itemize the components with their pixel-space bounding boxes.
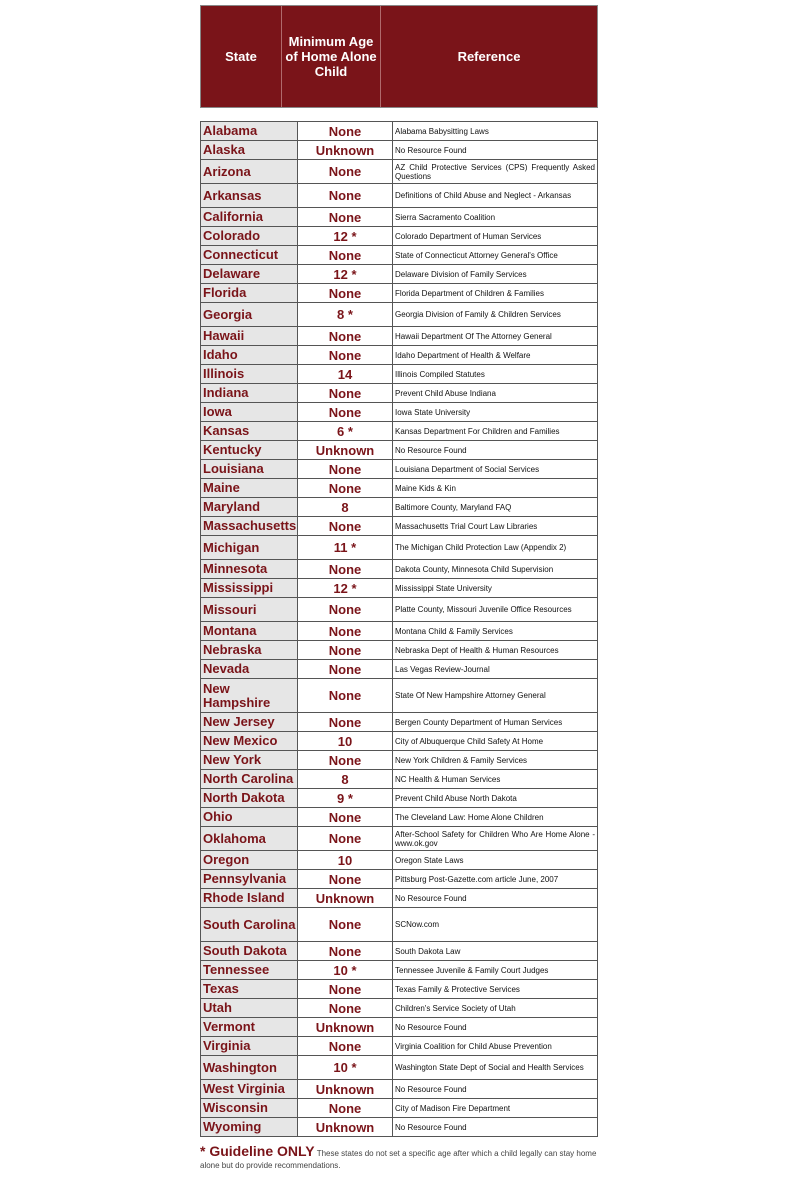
state-cell: South Carolina: [201, 908, 298, 941]
table-row: [200, 961, 598, 980]
table-row: [200, 365, 598, 384]
age-cell: 11 *: [298, 536, 393, 559]
age-cell: None: [298, 980, 393, 998]
reference-cell[interactable]: No Resource Found: [395, 445, 467, 455]
state-cell: Vermont: [201, 1018, 298, 1036]
age-cell: 10 *: [298, 1056, 393, 1079]
table-row: [200, 679, 598, 713]
age-cell: Unknown: [298, 441, 393, 459]
state-cell: Connecticut: [201, 246, 298, 264]
state-cell: Texas: [201, 980, 298, 998]
age-cell: None: [298, 403, 393, 421]
reference-cell[interactable]: Florida Department of Children & Families: [395, 288, 544, 298]
table-row: [200, 751, 598, 770]
state-cell: Kansas: [201, 422, 298, 440]
state-cell: Oregon: [201, 851, 298, 869]
reference-cell[interactable]: Colorado Department of Human Services: [395, 231, 542, 241]
table-row: [200, 641, 598, 660]
header-state: State: [225, 49, 257, 64]
table-row: [200, 789, 598, 808]
state-cell: Colorado: [201, 227, 298, 245]
reference-cell[interactable]: Massachusetts Trial Court Law Libraries: [395, 521, 538, 531]
state-cell: Tennessee: [201, 961, 298, 979]
reference-cell[interactable]: Georgia Division of Family & Children Services: [395, 310, 561, 319]
reference-cell[interactable]: Nebraska Dept of Health & Human Resources: [395, 645, 559, 655]
table-row: [200, 265, 598, 284]
age-cell: None: [298, 908, 393, 941]
state-cell: Massachusetts: [203, 518, 297, 533]
reference-cell[interactable]: AZ Child Protective Services (CPS) Frequently Asked Questions: [395, 162, 595, 181]
table-header: [200, 5, 598, 108]
table-row: [200, 1037, 598, 1056]
reference-cell[interactable]: No Resource Found: [395, 1022, 467, 1032]
table-row: [200, 999, 598, 1018]
table-row: [200, 227, 598, 246]
state-cell: Louisiana: [201, 460, 298, 478]
reference-cell[interactable]: Pittsburg Post-Gazette.com article June, 2007: [395, 874, 559, 884]
reference-cell[interactable]: No Resource Found: [395, 145, 467, 155]
age-cell: None: [298, 384, 393, 402]
state-cell: Indiana: [201, 384, 298, 402]
reference-cell[interactable]: SCNow.com: [395, 920, 440, 929]
age-cell: None: [298, 517, 393, 535]
reference-cell[interactable]: Tennessee Juvenile & Family Court Judges: [395, 965, 549, 975]
reference-cell[interactable]: Dakota County, Minnesota Child Supervision: [395, 564, 554, 574]
state-cell: Minnesota: [201, 560, 298, 578]
table-row: [200, 517, 598, 536]
state-cell: Alaska: [201, 141, 298, 159]
reference-cell[interactable]: Bergen County Department of Human Services: [395, 717, 563, 727]
age-cell: Unknown: [298, 1018, 393, 1036]
age-cell: None: [298, 246, 393, 264]
state-cell: New Mexico: [201, 732, 298, 750]
age-cell: None: [298, 284, 393, 302]
reference-cell[interactable]: No Resource Found: [395, 1084, 467, 1094]
age-cell: 8: [298, 770, 393, 788]
state-cell: West Virginia: [201, 1080, 298, 1098]
table-row: [200, 598, 598, 622]
table-row: [200, 1118, 598, 1137]
age-cell: None: [298, 870, 393, 888]
age-cell: 8 *: [298, 303, 393, 326]
state-cell: Arkansas: [201, 184, 298, 207]
age-cell: None: [298, 1037, 393, 1055]
state-cell: Missouri: [201, 598, 298, 621]
state-cell: Idaho: [201, 346, 298, 364]
table-row: [200, 536, 598, 560]
reference-cell[interactable]: Definitions of Child Abuse and Neglect - Arkansas: [395, 191, 572, 200]
table-row: [200, 889, 598, 908]
table-row: [200, 184, 598, 208]
age-cell: None: [298, 560, 393, 578]
state-cell: Nevada: [201, 660, 298, 678]
state-cell: Virginia: [201, 1037, 298, 1055]
reference-cell[interactable]: Hawaii Department Of The Attorney General: [395, 331, 552, 341]
reference-cell[interactable]: Idaho Department of Health & Welfare: [395, 350, 531, 360]
age-cell: 10: [298, 732, 393, 750]
age-cell: None: [298, 999, 393, 1017]
state-cell: Florida: [201, 284, 298, 302]
reference-cell[interactable]: No Resource Found: [395, 1122, 467, 1132]
header-min-age: Minimum Age of Home Alone Child: [281, 6, 380, 107]
table-row: [200, 479, 598, 498]
state-cell: Delaware: [201, 265, 298, 283]
table-row: [200, 422, 598, 441]
table-row: [200, 1080, 598, 1099]
reference-cell[interactable]: Virginia Coalition for Child Abuse Prevention: [395, 1041, 552, 1051]
state-cell: Washington: [201, 1056, 298, 1079]
reference-cell[interactable]: Platte County, Missouri Juvenile Office Resources: [395, 605, 572, 614]
reference-cell[interactable]: Alabama Babysitting Laws: [395, 126, 489, 136]
table-row: [200, 160, 598, 184]
table-row: [200, 851, 598, 870]
age-cell: 14: [298, 365, 393, 383]
table-body: [200, 121, 598, 1137]
table-row: [200, 346, 598, 365]
age-cell: None: [298, 327, 393, 345]
state-cell: South Dakota: [201, 942, 298, 960]
table-row: [200, 441, 598, 460]
age-cell: 12 *: [298, 579, 393, 597]
table-row: [200, 770, 598, 789]
table-row: [200, 560, 598, 579]
age-cell: 6 *: [298, 422, 393, 440]
age-cell: None: [298, 808, 393, 826]
state-cell: New Jersey: [201, 713, 298, 731]
reference-cell[interactable]: Mississippi State University: [395, 583, 492, 593]
age-cell: None: [298, 751, 393, 769]
reference-cell[interactable]: Oregon State Laws: [395, 855, 464, 865]
state-cell: Illinois: [201, 365, 298, 383]
age-cell: Unknown: [298, 141, 393, 159]
state-cell: Wisconsin: [201, 1099, 298, 1117]
table-row: [200, 498, 598, 517]
reference-cell[interactable]: Maine Kids & Kin: [395, 483, 456, 493]
age-cell: None: [298, 713, 393, 731]
age-cell: Unknown: [298, 1118, 393, 1136]
guideline-label: * Guideline ONLY: [200, 1143, 315, 1159]
state-cell: Utah: [201, 999, 298, 1017]
age-cell: 9 *: [298, 789, 393, 807]
header-reference: Reference: [380, 6, 597, 107]
home-alone-table: [200, 5, 598, 1137]
state-cell: Ohio: [201, 808, 298, 826]
state-cell: Kentucky: [201, 441, 298, 459]
age-cell: None: [298, 208, 393, 226]
state-cell: North Dakota: [201, 789, 298, 807]
state-cell: Montana: [201, 622, 298, 640]
reference-cell[interactable]: Washington State Dept of Social and Health Services: [395, 1063, 584, 1072]
state-cell: North Carolina: [201, 770, 298, 788]
age-cell: None: [298, 598, 393, 621]
state-cell: Hawaii: [201, 327, 298, 345]
reference-cell[interactable]: Louisiana Department of Social Services: [395, 464, 540, 474]
state-cell: Iowa: [201, 403, 298, 421]
age-cell: None: [298, 679, 393, 712]
reference-cell[interactable]: Iowa State University: [395, 407, 471, 417]
state-cell: New York: [201, 751, 298, 769]
table-row: [200, 303, 598, 327]
age-cell: 10: [298, 851, 393, 869]
state-cell: Oklahoma: [201, 827, 298, 850]
reference-cell[interactable]: Sierra Sacramento Coalition: [395, 212, 496, 222]
age-cell: None: [298, 346, 393, 364]
state-cell: Arizona: [201, 160, 298, 183]
age-cell: 10 *: [298, 961, 393, 979]
age-cell: None: [298, 1099, 393, 1117]
reference-cell[interactable]: No Resource Found: [395, 893, 467, 903]
table-row: [200, 942, 598, 961]
age-cell: None: [298, 827, 393, 850]
state-cell: Michigan: [201, 536, 298, 559]
age-cell: None: [298, 622, 393, 640]
reference-cell[interactable]: City of Madison Fire Department: [395, 1103, 511, 1113]
reference-cell[interactable]: State of Connecticut Attorney General's Office: [395, 250, 558, 260]
table-row: [200, 1018, 598, 1037]
table-row: [200, 384, 598, 403]
table-row: [200, 1099, 598, 1118]
table-row: [200, 141, 598, 160]
reference-cell[interactable]: Delaware Division of Family Services: [395, 269, 527, 279]
table-row: [200, 403, 598, 422]
table-row: [200, 980, 598, 999]
state-cell: Mississippi: [201, 579, 298, 597]
table-row: [200, 1056, 598, 1080]
reference-cell[interactable]: City of Albuquerque Child Safety At Home: [395, 736, 544, 746]
reference-cell[interactable]: Kansas Department For Children and Families: [395, 426, 560, 436]
age-cell: 12 *: [298, 227, 393, 245]
table-row: [200, 208, 598, 227]
table-row: [200, 284, 598, 303]
reference-cell[interactable]: NC Health & Human Services: [395, 774, 501, 784]
age-cell: None: [298, 942, 393, 960]
table-row: [200, 327, 598, 346]
table-row: [200, 579, 598, 598]
state-cell: Alabama: [201, 122, 298, 140]
table-row: [200, 870, 598, 889]
footnote: [200, 1145, 600, 1172]
table-row: [200, 808, 598, 827]
reference-cell[interactable]: Baltimore County, Maryland FAQ: [395, 502, 512, 512]
state-cell: Georgia: [201, 303, 298, 326]
age-cell: None: [298, 184, 393, 207]
age-cell: Unknown: [298, 889, 393, 907]
state-cell: Rhode Island: [201, 889, 298, 907]
table-row: [200, 908, 598, 942]
table-row: [200, 732, 598, 751]
reference-cell[interactable]: The Michigan Child Protection Law (Appendix 2): [395, 543, 567, 552]
reference-cell[interactable]: Illinois Compiled Statutes: [395, 369, 485, 379]
guideline-note: These states do not set a specific age after which a child legally can stay home alone but do provide recommendations.: [200, 1149, 597, 1170]
reference-cell[interactable]: Children's Service Society of Utah: [395, 1003, 516, 1013]
table-row: [200, 660, 598, 679]
reference-cell[interactable]: Texas Family & Protective Services: [395, 984, 520, 994]
state-cell: Nebraska: [201, 641, 298, 659]
age-cell: None: [298, 460, 393, 478]
reference-cell[interactable]: After-School Safety for Children Who Are Home Alone - www.ok.gov: [395, 829, 595, 848]
reference-cell[interactable]: Montana Child & Family Services: [395, 626, 513, 636]
reference-cell[interactable]: South Dakota Law: [395, 946, 461, 956]
table-row: [200, 246, 598, 265]
age-cell: Unknown: [298, 1080, 393, 1098]
state-cell: New Hampshire: [201, 679, 298, 712]
reference-cell[interactable]: State Of New Hampshire Attorney General: [395, 691, 546, 700]
age-cell: None: [298, 160, 393, 183]
table-row: [200, 622, 598, 641]
age-cell: None: [298, 479, 393, 497]
reference-cell[interactable]: Prevent Child Abuse North Dakota: [395, 793, 517, 803]
reference-cell[interactable]: New York Children & Family Services: [395, 755, 528, 765]
state-cell: Maine: [201, 479, 298, 497]
table-row: [200, 713, 598, 732]
table-row: [200, 460, 598, 479]
state-cell: Wyoming: [201, 1118, 298, 1136]
age-cell: None: [298, 660, 393, 678]
reference-cell[interactable]: The Cleveland Law: Home Alone Children: [395, 812, 544, 822]
age-cell: 8: [298, 498, 393, 516]
state-cell: Maryland: [201, 498, 298, 516]
table-row: [200, 827, 598, 851]
table-row: [200, 122, 598, 141]
state-cell: California: [201, 208, 298, 226]
age-cell: None: [298, 641, 393, 659]
reference-cell[interactable]: Prevent Child Abuse Indiana: [395, 388, 496, 398]
age-cell: 12 *: [298, 265, 393, 283]
state-cell: Pennsylvania: [201, 870, 298, 888]
reference-cell[interactable]: Las Vegas Review-Journal: [395, 664, 490, 674]
age-cell: None: [298, 122, 393, 140]
